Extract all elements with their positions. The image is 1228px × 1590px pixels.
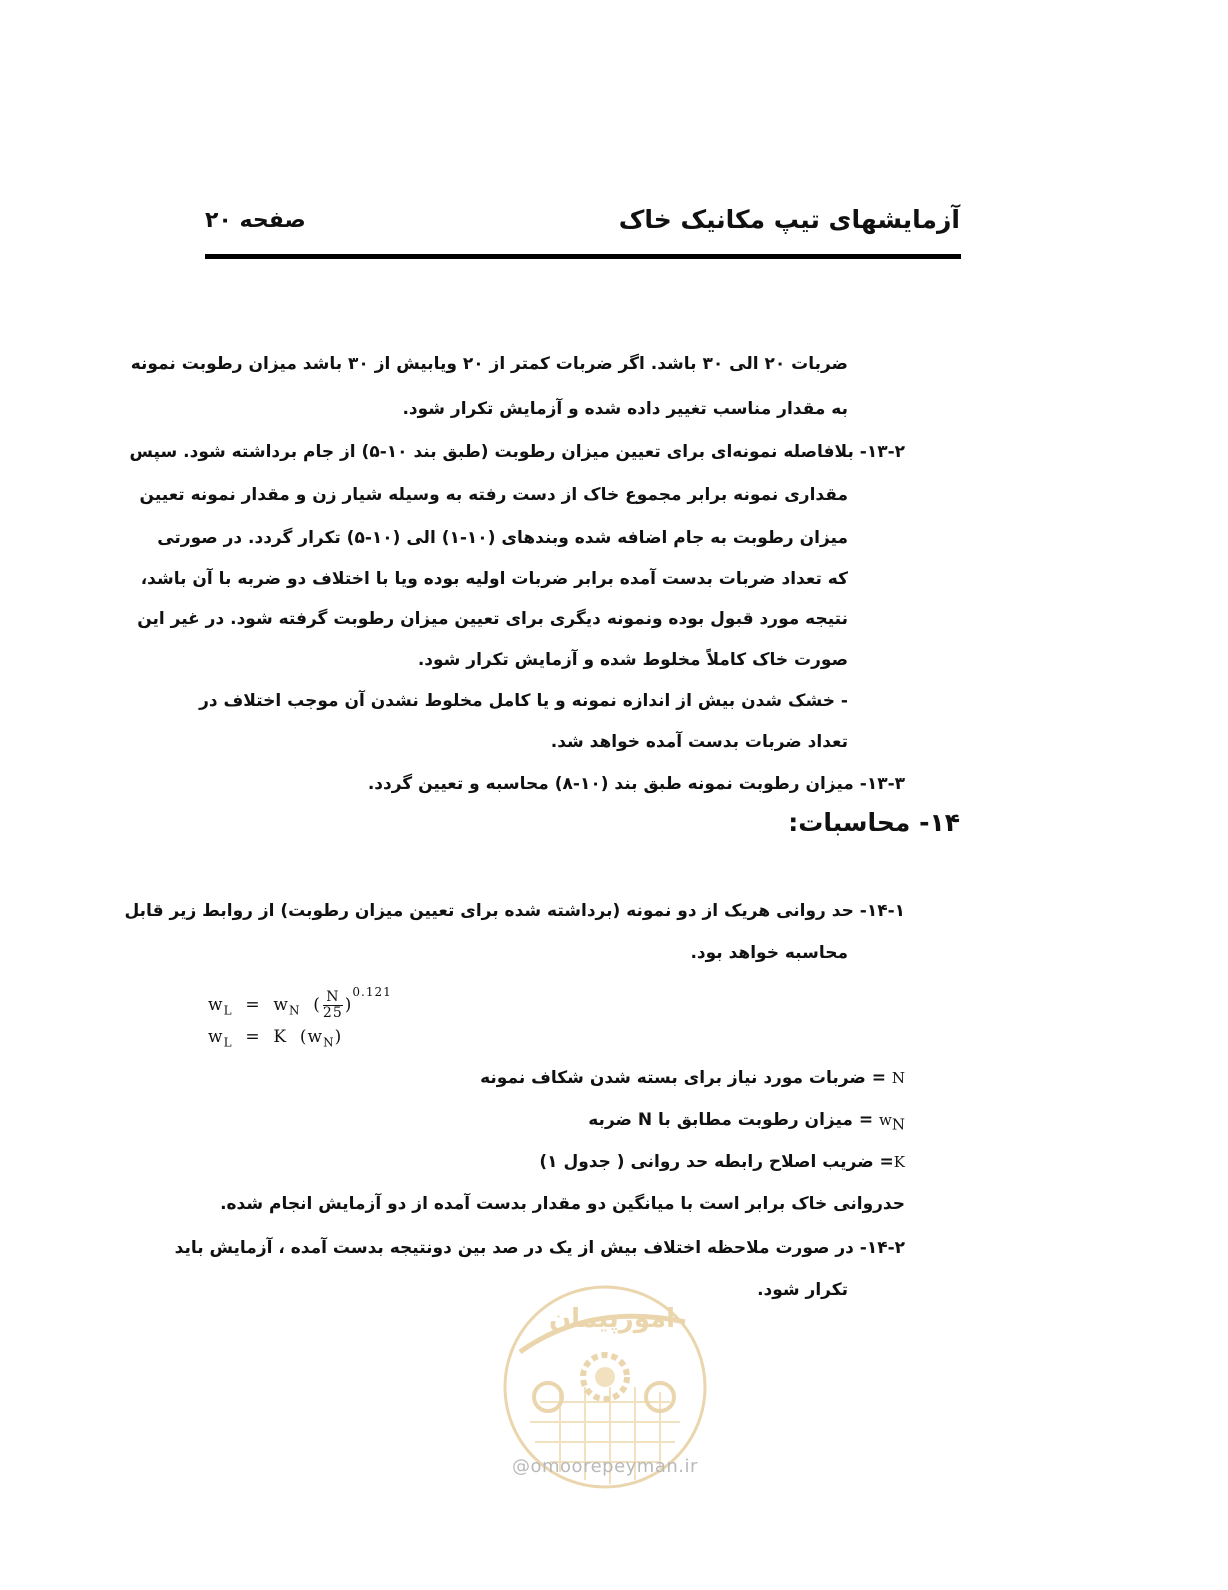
note-line: تعداد ضربات بدست آمده خواهد شد. xyxy=(550,732,848,752)
formula-liquid-limit-1: $w_L = w_N$ ( $\frac{N}{25}$ )$^{0.121}$ xyxy=(208,985,392,1021)
paragraph-line: مقداری نمونه برابر مجموع خاک از دست رفته به وسیله شیار زن و مقدار نمونه تعیین xyxy=(139,485,848,505)
paragraph-line: که تعداد ضربات بدست آمده برابر ضربات اولیه بوده ویا با اختلاف دو ضربه با آن باشد، xyxy=(140,569,848,589)
definition-wn: $w_N$ = میزان رطوبت مطابق با N ضربه xyxy=(588,1110,905,1134)
section-14-title: ۱۴- محاسبات: xyxy=(788,808,960,837)
paragraph-14-2-heading-line: ۱۴-۲- در صورت ملاحظه اختلاف بیش از یک در صد بین دونتیجه بدست آمده ، آزمایش باید xyxy=(174,1238,905,1258)
definition-n: N = ضربات مورد نیاز برای بسته شدن شکاف نمونه xyxy=(480,1068,905,1088)
paragraph-line: محاسبه خواهد بود. xyxy=(690,943,848,963)
paragraph-line: تکرار شود. xyxy=(757,1280,848,1300)
formula-fraction: $\frac{N}{25}$ xyxy=(322,989,343,1021)
definition-k: K= ضریب اصلاح رابطه حد روانی ( جدول ۱) xyxy=(539,1152,905,1172)
watermark-url: @omoorepeyman.ir xyxy=(512,1456,698,1477)
page-number: صفحه ۲۰ xyxy=(205,208,306,233)
formula-liquid-limit-2: $w_L = K$ $(w_N)$ xyxy=(208,1027,343,1050)
paragraph-13-3: ۱۳-۳- میزان رطوبت نمونه طبق بند (۱۰-۸) محاسبه و تعیین گردد. xyxy=(367,774,905,794)
paragraph-14-1-heading-line: ۱۴-۱- حد روانی هریک از دو نمونه (برداشته شده برای تعیین میزان رطوبت) از روابط زیر قابل xyxy=(124,901,905,921)
liquid-limit-average-text: حدروانی خاک برابر است با میانگین دو مقدار بدست آمده از دو آزمایش انجام شده. xyxy=(220,1194,905,1214)
paragraph-line: میزان رطوبت به جام اضافه شده وبندهای (۱۰-۱) الی (۱۰-۵) تکرار گردد. در صورتی xyxy=(157,528,848,548)
paragraph-line: صورت خاک کاملاً مخلوط شده و آزمایش تکرار شود. xyxy=(417,650,848,670)
paragraph-13-2-heading-line: ۱۳-۲- بلافاصله نمونه‌ای برای تعیین میزان رطوبت (طبق بند ۱۰-۵) از جام برداشته شود. سپس xyxy=(129,442,905,462)
header-divider xyxy=(205,254,961,259)
paragraph-line: نتیجه مورد قبول بوده ونمونه دیگری برای تعیین میزان رطوبت گرفته شود. در غیر این xyxy=(137,609,848,629)
watermark-logo-text: امورپیمان xyxy=(548,1304,676,1334)
paragraph-line: ضربات ۲۰ الی ۳۰ باشد. اگر ضربات کمتر از ۲۰ ویابیش از ۳۰ باشد میزان رطوبت نمونه xyxy=(130,354,848,374)
paragraph-line: به مقدار مناسب تغییر داده شده و آزمایش تکرار شود. xyxy=(402,399,848,419)
header-title: آزمایشهای تیپ مکانیک خاک xyxy=(618,205,960,234)
note-line: - خشک شدن بیش از اندازه نمونه و یا کامل مخلوط نشدن آن موجب اختلاف در xyxy=(199,691,848,711)
